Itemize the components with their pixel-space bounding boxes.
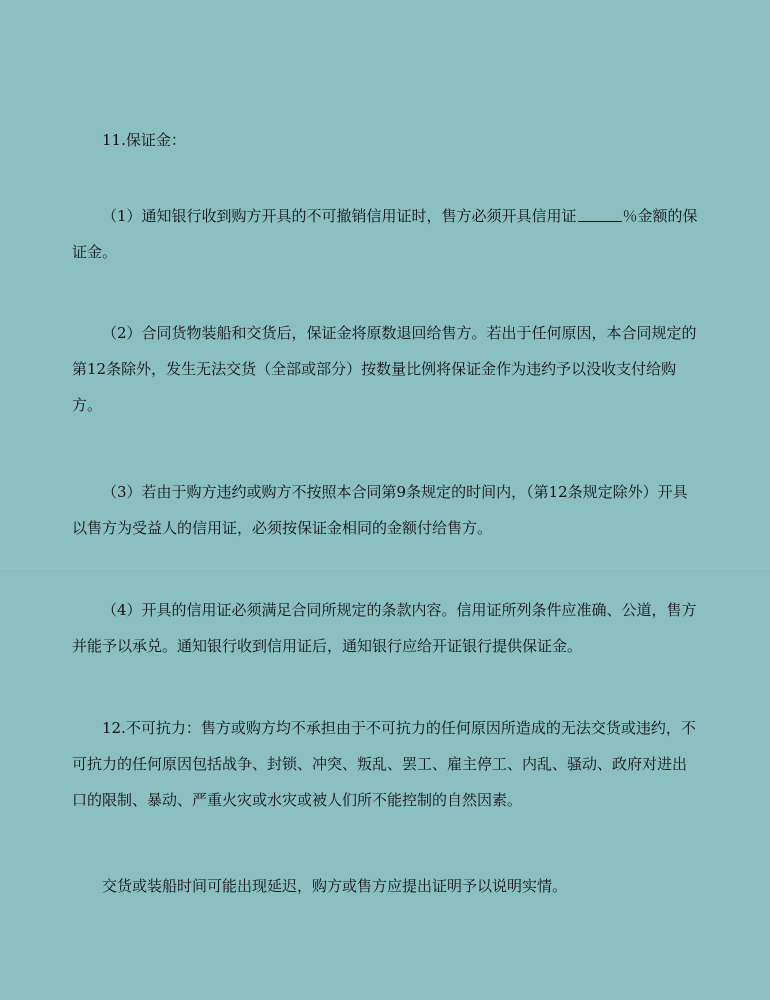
clause-line: 第12条除外，发生无法交货（全部或部分）按数量比例将保证金作为违约予以没收支付给购 [72, 360, 677, 378]
clause-text: ％金额的保 [622, 207, 698, 225]
clause-line: 口的限制、暴动、严重火灾或水灾或被人们所不能控制的自然因素。 [72, 791, 523, 809]
clause-11-2 [72, 315, 700, 423]
clause-11-4 [72, 592, 700, 664]
clause-line: 以售方为受益人的信用证，必须按保证金相同的金额付给售方。 [72, 519, 493, 537]
clause-line: （3）若由于购方违约或购方不按照本合同第9条规定的时间内，（第12条规定除外）开具 [102, 483, 688, 501]
clause-11-3 [72, 474, 700, 546]
clause-line: （4）开具的信用证必须满足合同所规定的条款内容。信用证所列条件应准确、公道，售方 [102, 601, 697, 619]
clause-line: 证金。 [72, 243, 118, 261]
section-11-heading [72, 122, 700, 158]
clause-line [72, 198, 700, 234]
clause-11-1 [72, 198, 700, 270]
clause-line: 方。 [72, 396, 103, 414]
clause-line: 12.不可抗力：售方或购方均不承担由于不可抗力的任何原因所造成的无法交货或违约，不 [102, 719, 696, 737]
clause-line: 交货或装船时间可能出现延迟，购方或售方应提出证明予以说明实情。 [102, 877, 568, 895]
closing-paragraph [72, 868, 700, 904]
page-seam [0, 568, 770, 569]
section-12-force-majeure [72, 710, 700, 818]
clause-line: 可抗力的任何原因包括战争、封锁、冲突、叛乱、罢工、雇主停工、内乱、骚动、政府对进出 [72, 755, 688, 773]
heading-text: 11.保证金： [102, 131, 186, 149]
clause-line: 并能予以承兑。通知银行收到信用证后，通知银行应给开证银行提供保证金。 [72, 637, 583, 655]
clause-text: （1）通知银行收到购方开具的不可撤销信用证时，售方必须开具信用证 [102, 207, 577, 225]
fill-in-blank [578, 207, 622, 222]
clause-line: （2）合同货物装船和交货后，保证金将原数退回给售方。若出于任何原因，本合同规定的 [102, 324, 697, 342]
